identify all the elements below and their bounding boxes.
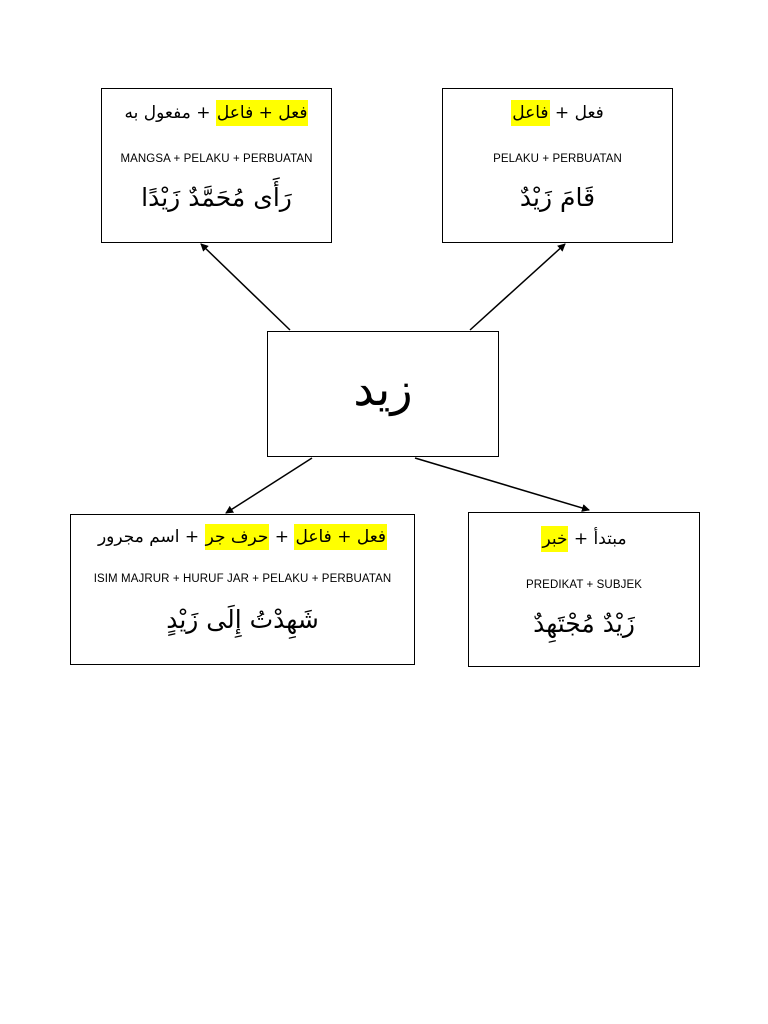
formula-line xyxy=(469,529,699,549)
grammar-label: PREDIKAT + SUBJEK xyxy=(526,579,642,591)
box-bottom-left xyxy=(70,514,415,665)
formula-line xyxy=(102,103,331,123)
arabic-example: زَيْدٌ مُجْتَهِدٌ xyxy=(533,609,635,638)
arabic-example: شَهِدْتُ إِلَى زَيْدٍ xyxy=(166,605,319,634)
formula-text: مبتدأ xyxy=(593,529,627,549)
box-center xyxy=(267,331,499,457)
formula-highlight: فعل + فاعل xyxy=(216,100,309,126)
grammar-label: PELAKU + PERBUATAN xyxy=(493,153,622,165)
formula-separator: + xyxy=(179,527,205,547)
formula-text: اسم مجرور xyxy=(97,527,180,547)
arabic-example: رَأَى مُحَمَّدٌ زَيْدًا xyxy=(141,183,292,212)
arrow-to-bottom-left xyxy=(226,458,312,513)
formula-text: فعل xyxy=(574,103,604,123)
formula-separator: + xyxy=(549,103,575,123)
arrow-to-top-right xyxy=(470,244,565,330)
formula-separator: + xyxy=(269,527,295,547)
formula-line xyxy=(443,103,672,123)
formula-text: مفعول به xyxy=(124,103,191,123)
box-bottom-right xyxy=(468,512,700,667)
box-top-left xyxy=(101,88,332,243)
center-word: زيد xyxy=(353,362,413,416)
arabic-example: قَامَ زَيْدٌ xyxy=(519,183,596,212)
formula-highlight: فعل + فاعل xyxy=(294,524,387,550)
grammar-label: ISIM MAJRUR + HURUF JAR + PELAKU + PERBUATAN xyxy=(93,573,392,585)
formula-separator: + xyxy=(568,529,594,549)
formula-line xyxy=(71,527,414,547)
formula-highlight: خبر xyxy=(541,526,568,552)
grammar-label: MANGSA + PELAKU + PERBUATAN xyxy=(120,153,313,165)
formula-highlight: فاعل xyxy=(511,100,549,126)
formula-highlight: حرف جر xyxy=(205,524,270,550)
formula-separator: + xyxy=(190,103,216,123)
arrow-to-top-left xyxy=(201,244,290,330)
arrow-to-bottom-right xyxy=(415,458,589,510)
box-top-right xyxy=(442,88,673,243)
